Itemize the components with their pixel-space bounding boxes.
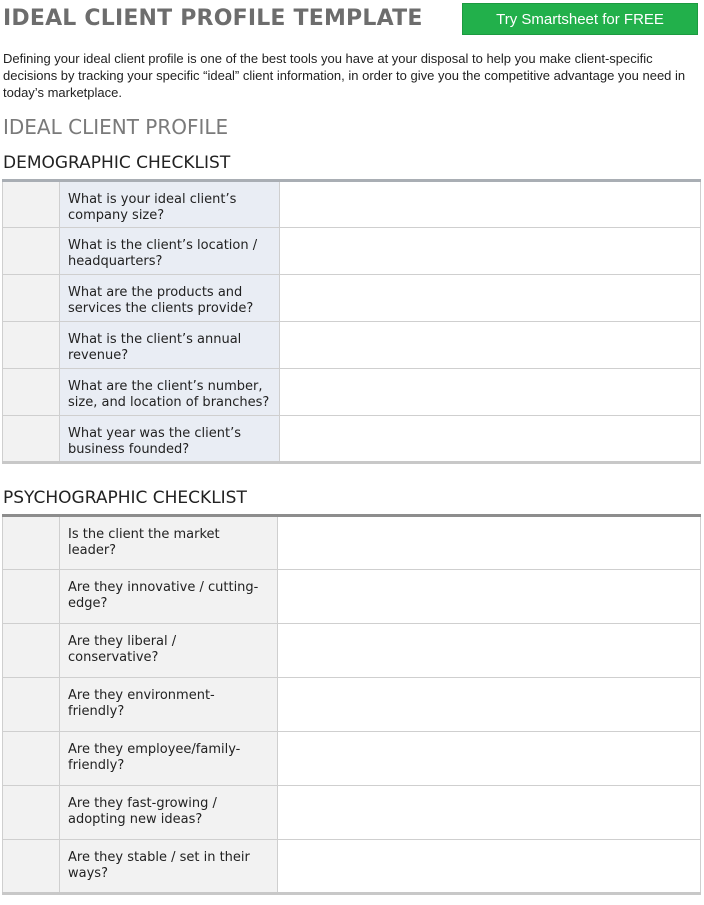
question-cell: Are they environment-friendly? bbox=[60, 678, 278, 732]
question-cell: Are they stable / set in their ways? bbox=[60, 840, 278, 894]
check-cell[interactable] bbox=[3, 732, 60, 786]
question-cell: What is the client’s annual revenue? bbox=[60, 322, 280, 369]
try-smartsheet-button[interactable]: Try Smartsheet for FREE bbox=[462, 3, 698, 35]
check-cell[interactable] bbox=[3, 228, 60, 275]
check-cell[interactable] bbox=[3, 275, 60, 322]
question-cell: Are they fast-growing / adopting new ideas? bbox=[60, 786, 278, 840]
question-cell: What year was the client’s business founded? bbox=[60, 416, 280, 463]
question-cell: Are they innovative / cutting-edge? bbox=[60, 570, 278, 624]
answer-cell[interactable] bbox=[278, 624, 701, 678]
section-title: IDEAL CLIENT PROFILE bbox=[3, 115, 229, 139]
question-cell: Are they liberal / conservative? bbox=[60, 624, 278, 678]
answer-cell[interactable] bbox=[280, 181, 701, 228]
check-cell[interactable] bbox=[3, 322, 60, 369]
answer-cell[interactable] bbox=[280, 275, 701, 322]
check-cell[interactable] bbox=[3, 624, 60, 678]
check-cell[interactable] bbox=[3, 516, 60, 570]
question-cell: What is your ideal client’s company size? bbox=[60, 181, 280, 228]
table-row bbox=[3, 678, 701, 732]
table-row bbox=[3, 228, 701, 275]
intro-text: Defining your ideal client profile is one of the best tools you have at your disposal to help you make client-specific decisions by tracking your specific “ideal” client information, in order to give you the competitive advantage you need in today’s marketplace. bbox=[3, 51, 686, 100]
page-title: IDEAL CLIENT PROFILE TEMPLATE bbox=[3, 6, 423, 31]
check-cell[interactable] bbox=[3, 181, 60, 228]
table-row bbox=[3, 732, 701, 786]
demographic-title: DEMOGRAPHIC CHECKLIST bbox=[3, 153, 231, 173]
table-row bbox=[3, 840, 701, 894]
demographic-table bbox=[2, 179, 701, 464]
answer-cell[interactable] bbox=[280, 228, 701, 275]
table-row bbox=[3, 786, 701, 840]
check-cell[interactable] bbox=[3, 840, 60, 894]
answer-cell[interactable] bbox=[278, 678, 701, 732]
psychographic-title: PSYCHOGRAPHIC CHECKLIST bbox=[3, 488, 247, 508]
question-cell: What is the client’s location / headquarters? bbox=[60, 228, 280, 275]
question-cell: Is the client the market leader? bbox=[60, 516, 278, 570]
question-cell: What are the products and services the clients provide? bbox=[60, 275, 280, 322]
table-row bbox=[3, 181, 701, 228]
answer-cell[interactable] bbox=[278, 570, 701, 624]
answer-cell[interactable] bbox=[278, 840, 701, 894]
check-cell[interactable] bbox=[3, 369, 60, 416]
check-cell[interactable] bbox=[3, 570, 60, 624]
check-cell[interactable] bbox=[3, 678, 60, 732]
table-row bbox=[3, 624, 701, 678]
table-row bbox=[3, 275, 701, 322]
answer-cell[interactable] bbox=[280, 322, 701, 369]
check-cell[interactable] bbox=[3, 786, 60, 840]
question-cell: What are the client’s number, size, and location of branches? bbox=[60, 369, 280, 416]
answer-cell[interactable] bbox=[278, 732, 701, 786]
question-cell: Are they employee/family-friendly? bbox=[60, 732, 278, 786]
table-row bbox=[3, 322, 701, 369]
answer-cell[interactable] bbox=[280, 369, 701, 416]
psychographic-table bbox=[2, 514, 701, 895]
answer-cell[interactable] bbox=[278, 786, 701, 840]
table-row bbox=[3, 369, 701, 416]
table-row bbox=[3, 416, 701, 463]
answer-cell[interactable] bbox=[278, 516, 701, 570]
table-row bbox=[3, 570, 701, 624]
check-cell[interactable] bbox=[3, 416, 60, 463]
table-row bbox=[3, 516, 701, 570]
answer-cell[interactable] bbox=[280, 416, 701, 463]
